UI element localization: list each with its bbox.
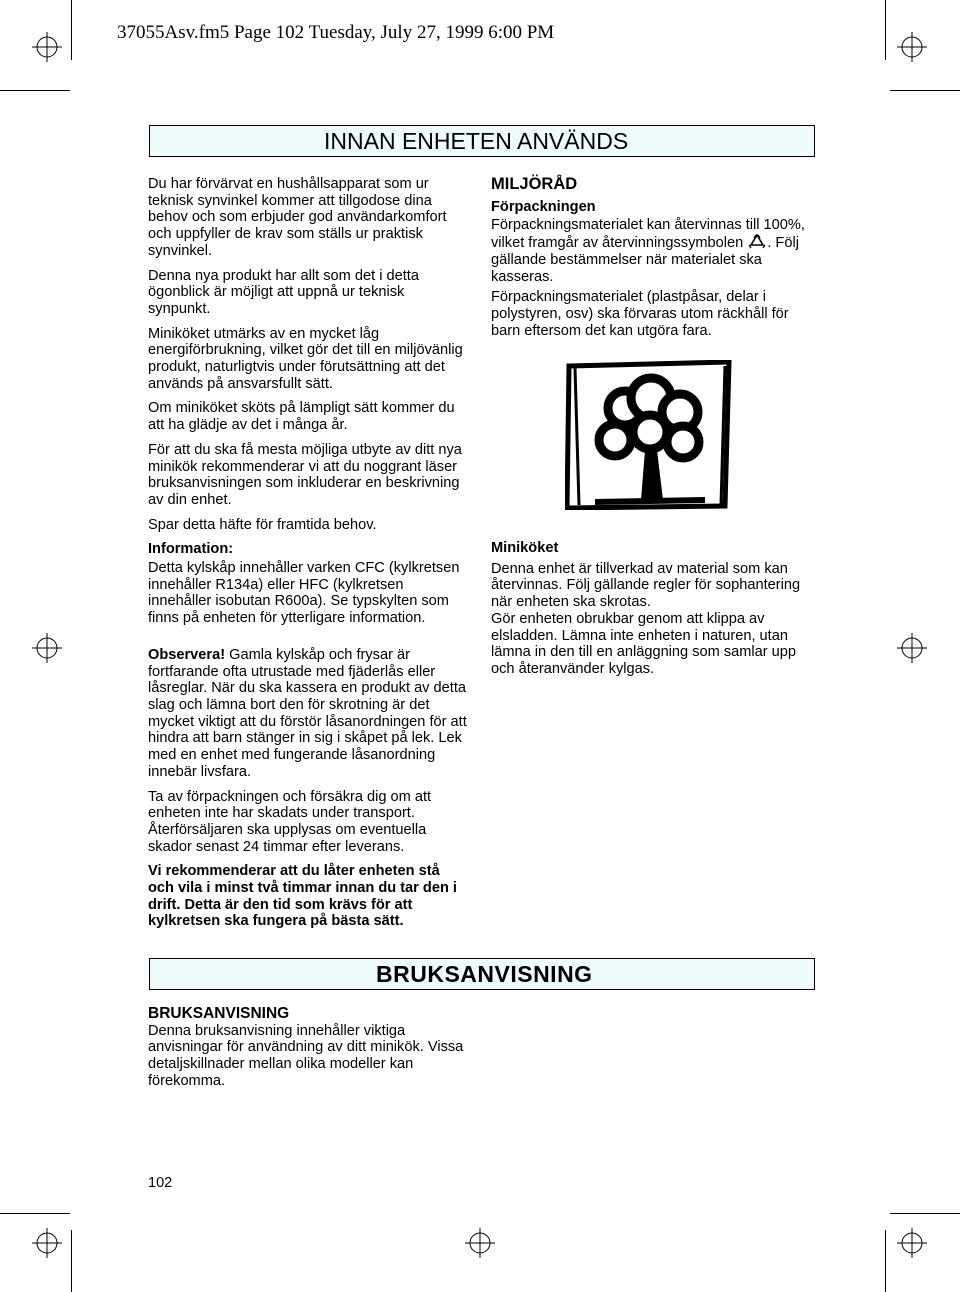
warning-text: Gamla kylskåp och frysar är fortfarande ofta utrustade med fjäderlås eller låsreglar. När du ska kassera en produkt av detta slag och lämna bort den för skrotning är det mycket viktigt att du förstör låsanordningen för att hindra att barn stänger in sig i skåpet på lek. Lek med en enhet med fungerande låsanordning innebär livsfara. bbox=[148, 646, 467, 780]
right-column-lower bbox=[491, 540, 811, 686]
left-column bbox=[148, 176, 468, 938]
registration-mark-icon bbox=[465, 1228, 495, 1258]
paragraph-part: . Följ gällande bestämmelser när materialet ska kasseras. bbox=[491, 235, 799, 285]
warning-paragraph bbox=[148, 647, 468, 781]
paragraph: Denna nya produkt har allt som det i detta ögonblick är möjligt att uppnå ur teknisk synpunkt. bbox=[148, 267, 419, 317]
section-title: BRUKSANVISNING bbox=[376, 961, 593, 987]
lower-section bbox=[148, 1006, 468, 1098]
registration-mark-icon bbox=[32, 1228, 62, 1258]
paragraph: Gör enheten obrukbar genom att klippa av elsladden. Lämna inte enheten i naturen, utan lämna in den till en anläggning som samlar upp och återanvänder kylgas. bbox=[491, 610, 797, 677]
paragraph: Denna enhet är tillverkad av material som kan återvinnas. Följ gällande regler för sophantering när enheten ska skrotas. bbox=[491, 560, 801, 611]
registration-mark-icon bbox=[32, 32, 62, 62]
paragraph: Miniköket utmärks av en mycket låg energiförbrukning, vilket gör det till en miljövänlig produkt, naturligtvis under förutsättning att det används på ansvarsfullt sätt. bbox=[148, 325, 463, 392]
paragraph: För att du ska få mesta möjliga utbyte av ditt nya minikök rekommenderar vi att du noggrant läser bruksanvisningen som inkluderar en beskrivning av din enhet. bbox=[148, 441, 462, 508]
crop-line bbox=[890, 90, 960, 91]
page-number: 102 bbox=[148, 1175, 173, 1191]
paragraph: Denna bruksanvisning innehåller viktiga anvisningar för användning av ditt minikök. Vissa detaljskillnader mellan olika modeller kan förekomma. bbox=[148, 1022, 464, 1089]
registration-mark-icon bbox=[897, 1228, 927, 1258]
section-heading: MILJÖRÅD bbox=[491, 175, 578, 193]
crop-line bbox=[0, 90, 70, 91]
section-banner bbox=[149, 958, 815, 990]
subheading: Miniköket bbox=[491, 540, 559, 556]
crop-line bbox=[71, 0, 72, 60]
paragraph: Om miniköket sköts på lämpligt sätt kommer du att ha glädje av det i många år. bbox=[148, 400, 455, 434]
info-text: Detta kylskåp innehåller varken CFC (kylkretsen innehåller R134a) eller HFC (kylkretsen innehåller isobutan R600a). Se typskylten som finns på enheten för ytterligare information. bbox=[148, 560, 460, 627]
crop-line bbox=[890, 1213, 960, 1214]
recycle-icon bbox=[747, 234, 767, 249]
paragraph: Spar detta häfte för framtida behov. bbox=[148, 516, 377, 533]
section-banner bbox=[149, 125, 815, 157]
paragraph: Ta av förpackningen och försäkra dig om att enheten inte har skadats under transport. Återförsäljaren ska upplysas om eventuella skador senast 24 timmar efter leverans. bbox=[148, 788, 432, 855]
file-header: 37055Asv.fm5 Page 102 Tuesday, July 27, 1999 6:00 PM bbox=[117, 22, 555, 43]
registration-mark-icon bbox=[897, 32, 927, 62]
crop-line bbox=[885, 0, 886, 60]
warning-label: Observera! bbox=[148, 646, 226, 663]
paragraph: Du har förvärvat en hushållsapparat som ur teknisk synvinkel kommer att tillgodose dina behov och som erbjuder god användarkomfort och uppfyller de krav som ställs ur praktisk synvinkel. bbox=[148, 176, 447, 259]
bold-note: Vi rekommenderar att du låter enheten stå och vila i minst två timmar innan du tar den i drift. Detta är den tid som krävs för att kylkretsen ska fungera på bästa sätt. bbox=[148, 863, 457, 930]
info-heading: Information: bbox=[148, 541, 234, 558]
section-title: INNAN ENHETEN ANVÄNDS bbox=[324, 128, 629, 154]
crop-line bbox=[0, 1213, 70, 1214]
subheading: Förpackningen bbox=[491, 198, 596, 215]
crop-line bbox=[71, 1230, 72, 1292]
right-column bbox=[491, 176, 811, 347]
paragraph-part: Förpackningsmaterialet kan återvinnas till 100%, vilket framgår av återvinningssymbolen bbox=[491, 217, 805, 252]
crop-line bbox=[885, 1230, 886, 1292]
paragraph bbox=[491, 217, 811, 285]
registration-mark-icon bbox=[32, 633, 62, 663]
section-heading: BRUKSANVISNING bbox=[148, 1005, 290, 1022]
eco-tree-icon bbox=[565, 360, 733, 510]
registration-mark-icon bbox=[897, 633, 927, 663]
paragraph: Förpackningsmaterialet (plastpåsar, delar i polystyren, osv) ska förvaras utom räckhåll för barn eftersom det kan utgöra fara. bbox=[491, 289, 789, 339]
